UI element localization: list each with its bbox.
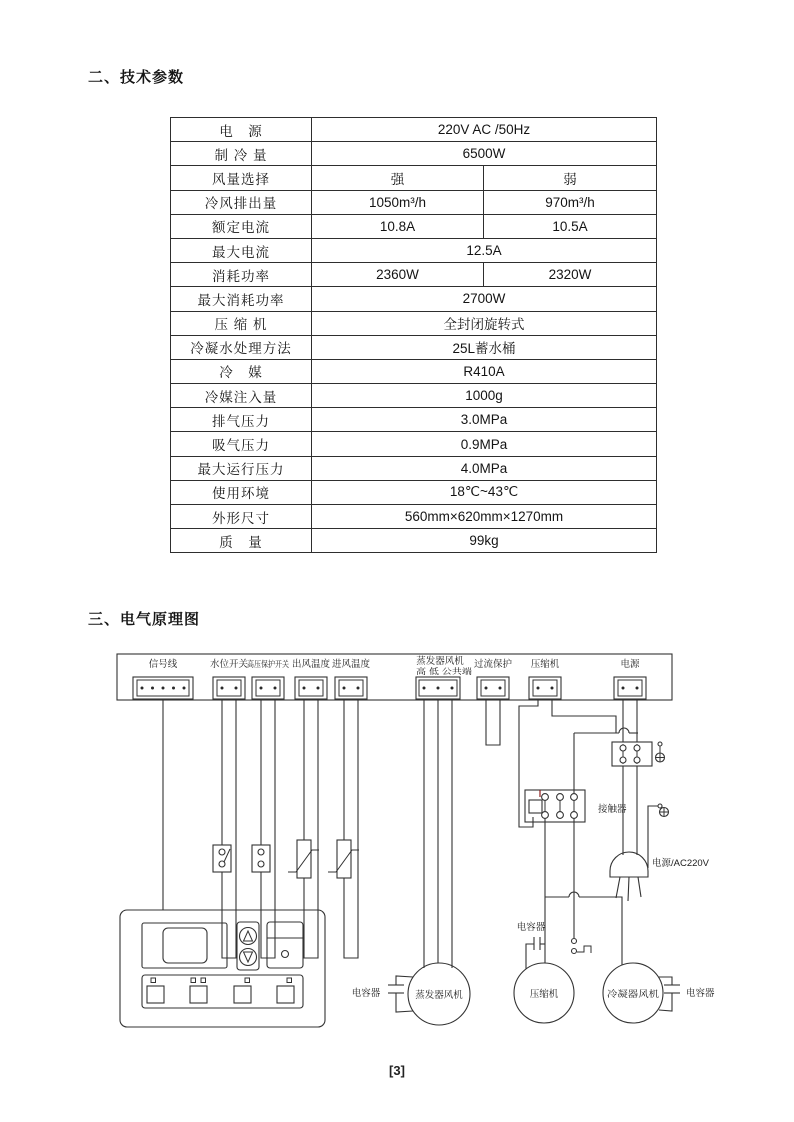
spec-value: 2700W — [312, 287, 657, 311]
power-wires — [623, 699, 637, 855]
outlet-temp-label: 出风温度 — [291, 659, 331, 670]
signal-line-label: 信号线 — [148, 659, 178, 670]
arrow-down-icon — [244, 952, 253, 962]
evap-fan-capacitor — [352, 976, 413, 1012]
hp-protect-switch-connector — [252, 677, 284, 699]
condenser-capacitor-label: 电容器 — [686, 988, 715, 999]
evap-fan-connector — [416, 677, 460, 699]
water-level-switch-label: 水位开关 — [209, 659, 249, 670]
spec-label: 压 缩 机 — [171, 311, 312, 335]
spec-value: R410A — [312, 359, 657, 383]
spec-value: 10.8A — [312, 214, 484, 238]
outlet-temp-connector — [295, 677, 327, 699]
led-3 — [245, 978, 250, 983]
power-button-panel[interactable] — [267, 922, 303, 968]
spec-value: 25L蓄水桶 — [312, 335, 657, 359]
spec-label: 消耗功率 — [171, 263, 312, 287]
spec-value: 1050m³/h — [312, 190, 484, 214]
condenser-fan-feed-wire — [545, 892, 622, 965]
water-level-switch-branch — [213, 699, 236, 958]
spec-value: 强 — [312, 166, 484, 190]
led-2b — [201, 978, 206, 983]
power-plug — [610, 852, 710, 901]
power-conn-label: 电源 — [620, 659, 640, 670]
down-button[interactable] — [240, 949, 257, 966]
hp-protect-switch-label: 高压保护开关 — [247, 659, 290, 669]
power-connector — [614, 677, 646, 699]
evap-fan-conn-label: 蒸发器风机 — [416, 656, 464, 667]
contactor-label: 接触器 — [598, 804, 627, 815]
compressor-connector — [529, 677, 561, 699]
spec-value: 4.0MPa — [312, 456, 657, 480]
arrow-up-icon — [244, 931, 253, 941]
spec-value: 全封闭旋转式 — [312, 311, 657, 335]
contactor-to-power-wire — [574, 728, 638, 793]
indicator-dot — [282, 951, 289, 958]
signal-line-connector — [133, 677, 193, 699]
water-level-switch-connector — [213, 677, 245, 699]
compressor-conn-label: 压缩机 — [530, 659, 560, 670]
spec-value: 99kg — [312, 529, 657, 553]
compressor-motor-label: 压缩机 — [529, 989, 559, 1000]
spec-label: 风量选择 — [171, 166, 312, 190]
condenser-fan-capacitor — [659, 977, 715, 1011]
spec-value: 0.9MPa — [312, 432, 657, 456]
evap-fan-sub-label: 高 低 公共端 — [416, 667, 461, 676]
spec-value: 970m³/h — [484, 190, 657, 214]
compressor-capacitor — [517, 921, 546, 969]
led-1 — [151, 978, 156, 983]
section-heading-tech-params: 二、技术参数 — [88, 69, 185, 86]
spec-value: 弱 — [484, 166, 657, 190]
display-window — [142, 923, 227, 968]
compressor-capacitor-label: 电容器 — [516, 922, 546, 933]
hp-protect-switch-branch — [252, 699, 275, 958]
overcurrent-label: 过流保护 — [473, 659, 513, 670]
display-screen — [163, 928, 207, 963]
panel-button-2[interactable] — [190, 986, 207, 1003]
section-heading-elec-schematic: 三、电气原理图 — [88, 611, 201, 628]
inlet-temp-label: 进风温度 — [331, 659, 371, 670]
spec-label: 额定电流 — [171, 214, 312, 238]
panel-button-3[interactable] — [234, 986, 251, 1003]
condenser-fan-motor — [603, 963, 663, 1023]
contactor — [525, 790, 627, 822]
spec-value: 2320W — [484, 263, 657, 287]
spec-label: 最大运行压力 — [171, 456, 312, 480]
spec-value: 560mm×620mm×1270mm — [312, 505, 657, 529]
spec-label: 最大消耗功率 — [171, 287, 312, 311]
overcurrent-connector — [477, 677, 509, 699]
led-2a — [191, 978, 196, 983]
spec-value: 1000g — [312, 384, 657, 408]
spec-label: 制 冷 量 — [171, 142, 312, 166]
control-board-bus — [117, 654, 672, 700]
spec-label: 使用环境 — [171, 480, 312, 504]
power-ac-label: 电源/AC220V — [652, 858, 710, 869]
spec-label: 排气压力 — [171, 408, 312, 432]
spec-value: 3.0MPa — [312, 408, 657, 432]
power-terminal-block — [612, 742, 652, 766]
up-button[interactable] — [240, 928, 257, 945]
page-number: [3] — [389, 1063, 405, 1078]
evap-fan-motor — [408, 963, 470, 1025]
inlet-temp-connector — [335, 677, 367, 699]
inlet-temp-sensor-branch — [328, 699, 359, 958]
spec-label: 冷 媒 — [171, 359, 312, 383]
spec-value: 10.5A — [484, 214, 657, 238]
evap-fan-wires — [424, 699, 452, 968]
spec-label: 冷媒注入量 — [171, 384, 312, 408]
spec-value: 2360W — [312, 263, 484, 287]
overload-protector — [572, 818, 592, 954]
button-row — [142, 975, 303, 1008]
spec-label: 外形尺寸 — [171, 505, 312, 529]
panel-button-1[interactable] — [147, 986, 164, 1003]
spec-label: 冷风排出量 — [171, 190, 312, 214]
spec-value: 12.5A — [312, 238, 657, 262]
condenser-fan-motor-label: 冷凝器风机 — [607, 989, 653, 999]
spec-label: 吸气压力 — [171, 432, 312, 456]
outlet-temp-sensor-branch — [288, 699, 319, 958]
ground-symbol-block — [656, 742, 665, 762]
spec-value: 6500W — [312, 142, 657, 166]
spec-label: 冷凝水处理方法 — [171, 335, 312, 359]
overcurrent-loop — [486, 699, 500, 745]
spec-label: 最大电流 — [171, 238, 312, 262]
spec-value: 220V AC /50Hz — [312, 118, 657, 142]
evap-capacitor-label: 电容器 — [351, 988, 381, 999]
spec-value: 18℃~43℃ — [312, 480, 657, 504]
connector-labels — [149, 655, 640, 676]
led-4 — [287, 978, 292, 983]
evap-fan-motor-label: 蒸发器风机 — [415, 990, 463, 1001]
compressor-motor — [514, 963, 574, 1023]
panel-button-4[interactable] — [277, 986, 294, 1003]
spec-label: 质 量 — [171, 529, 312, 553]
spec-label: 电 源 — [171, 118, 312, 142]
